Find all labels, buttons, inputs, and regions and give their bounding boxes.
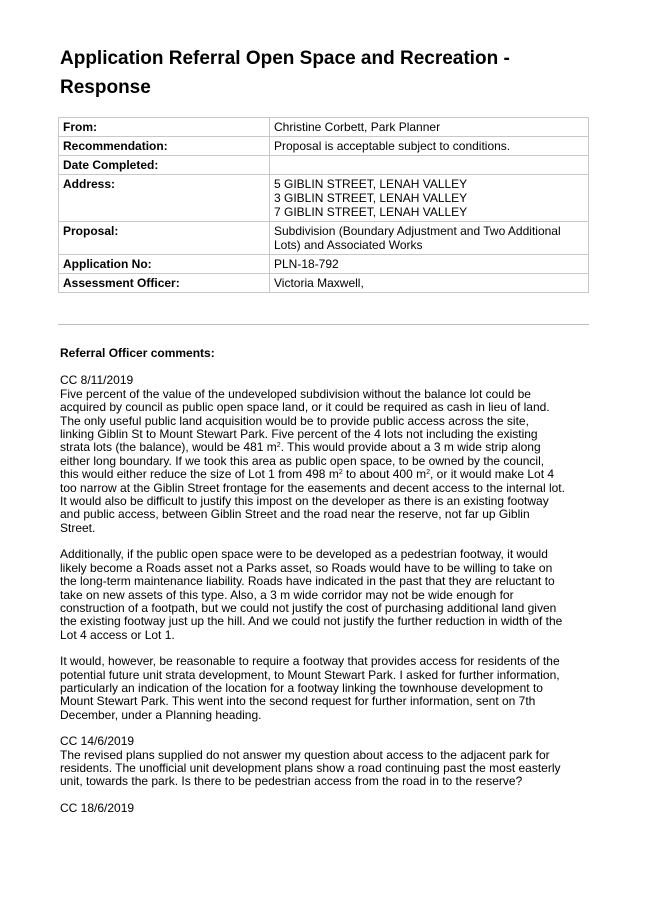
application-no-value: PLN-18-792 bbox=[270, 255, 589, 274]
comment-line: The only useful public land acquisition would be to provide public access across the site, bbox=[60, 413, 529, 428]
recommendation-label: Recommendation: bbox=[59, 137, 270, 156]
table-row bbox=[59, 274, 589, 293]
date-completed-label: Date Completed: bbox=[59, 156, 270, 175]
comment-line: It would also be difficult to justify this impost on the developer as there is an existing footway bbox=[60, 494, 549, 509]
comment-paragraph bbox=[60, 802, 590, 815]
comment-line: unit, towards the park. Is there to be pedestrian access from the road in to the reserve? bbox=[60, 774, 523, 789]
comment-line: Mount Stewart Park. This went into the second request for further information, sent on 7th bbox=[60, 694, 536, 709]
address-label: Address: bbox=[59, 175, 270, 222]
recommendation-value: Proposal is acceptable subject to conditions. bbox=[270, 137, 589, 156]
comment-line: Street. bbox=[60, 520, 96, 535]
address-value bbox=[270, 175, 589, 222]
comment-line: potential future unit strata development, to Mount Stewart Park. I asked for further information, bbox=[60, 667, 560, 682]
comment-line: Additionally, if the public open space were to be developed as a pedestrian footway, it would bbox=[60, 547, 548, 562]
from-value: Christine Corbett, Park Planner bbox=[270, 118, 589, 137]
comment-line: too narrow at the Giblin Street frontage for the easements and decent access to the internal lot. bbox=[60, 480, 565, 495]
comment-line: Lot 4 access or Lot 1. bbox=[60, 627, 175, 642]
application-no-label: Application No: bbox=[59, 255, 270, 274]
line-text: . This would provide about a 3 m wide strip along bbox=[280, 440, 541, 455]
line-text: this would either reduce the size of Lot 1 from 498 m bbox=[60, 467, 339, 482]
line-text: strata lots (the balance), would be 481 m bbox=[60, 440, 277, 455]
superscript: 2 bbox=[338, 469, 343, 477]
comment-line: Five percent of the value of the undeveloped subdivision without the balance lot could be bbox=[60, 386, 531, 401]
referral-info-table bbox=[58, 117, 589, 293]
proposal-value bbox=[270, 222, 589, 255]
assessment-officer-value: Victoria Maxwell, bbox=[270, 274, 589, 293]
comment-paragraph bbox=[60, 735, 590, 789]
address-line: 5 GIBLIN STREET, LENAH VALLEY bbox=[274, 177, 468, 191]
from-label: From: bbox=[59, 118, 270, 137]
title-line: Application Referral Open Space and Recreation - bbox=[60, 48, 510, 69]
title-line: Response bbox=[60, 77, 151, 98]
comment-line: particularly an indication of the location for a footway linking the townhouse development to bbox=[60, 680, 543, 695]
proposal-label: Proposal: bbox=[59, 222, 270, 255]
comment-date: CC 8/11/2019 bbox=[60, 373, 134, 388]
comment-paragraph bbox=[60, 548, 590, 642]
comment-line bbox=[60, 468, 590, 481]
comments-heading: Referral Officer comments: bbox=[60, 346, 215, 360]
comment-paragraph bbox=[60, 374, 590, 535]
comment-line: either long boundary. If we took this area as public open space, to be owned by the council, bbox=[60, 453, 545, 468]
table-row bbox=[59, 175, 589, 222]
table-row bbox=[59, 118, 589, 137]
referral-comments bbox=[60, 347, 590, 828]
table-row bbox=[59, 137, 589, 156]
superscript: 2 bbox=[276, 442, 281, 450]
comment-line: the long-term maintenance liability. Roads have indicated in the past that they are reluctant to bbox=[60, 574, 555, 589]
comment-line: likely become a Roads asset not a Parks asset, so Roads would have to be willing to take on bbox=[60, 560, 553, 575]
line-text: , or it would make Lot 4 bbox=[430, 467, 555, 482]
comment-line: It would, however, be reasonable to require a footway that provides access for residents of the bbox=[60, 654, 560, 669]
proposal-line: Lots) and Associated Works bbox=[274, 238, 423, 252]
section-divider bbox=[58, 324, 589, 325]
address-line: 3 GIBLIN STREET, LENAH VALLEY bbox=[274, 191, 468, 205]
assessment-officer-label: Assessment Officer: bbox=[59, 274, 270, 293]
line-text: to about 400 m bbox=[342, 467, 427, 482]
comment-line: the existing footway just up the hill. And we could not justify the further reduction in width of the bbox=[60, 614, 563, 629]
comment-line: linking Giblin St to Mount Stewart Park. Five percent of the 4 lots not including the existing bbox=[60, 427, 538, 442]
table-row bbox=[59, 222, 589, 255]
comment-line: residents. The unofficial unit development plans show a road continuing past the most easterly bbox=[60, 760, 561, 775]
comment-line: take on new assets of this type. Also, a 3 m wide corridor may not be wide enough for bbox=[60, 587, 514, 602]
date-completed-value bbox=[270, 156, 589, 175]
comment-date: CC 18/6/2019 bbox=[60, 800, 135, 815]
superscript: 2 bbox=[426, 469, 431, 477]
table-row bbox=[59, 255, 589, 274]
document-title bbox=[60, 44, 600, 102]
address-line: 7 GIBLIN STREET, LENAH VALLEY bbox=[274, 205, 468, 219]
table-row bbox=[59, 156, 589, 175]
comment-line: acquired by council as public open space land, or it could be required as cash in lieu of land. bbox=[60, 400, 550, 415]
comment-line: December, under a Planning heading. bbox=[60, 707, 262, 722]
comment-date: CC 14/6/2019 bbox=[60, 734, 135, 749]
comment-line: and public access, between Giblin Street and the road near the reserve, not far up Giblin bbox=[60, 507, 530, 522]
comment-line: The revised plans supplied do not answer my question about access to the adjacent park for bbox=[60, 747, 550, 762]
comment-paragraph bbox=[60, 655, 590, 722]
comment-line: construction of a footpath, but we could not justify the cost of purchasing additional land given bbox=[60, 600, 557, 615]
comment-line bbox=[60, 441, 590, 454]
proposal-line: Subdivision (Boundary Adjustment and Two Additional bbox=[274, 224, 561, 238]
